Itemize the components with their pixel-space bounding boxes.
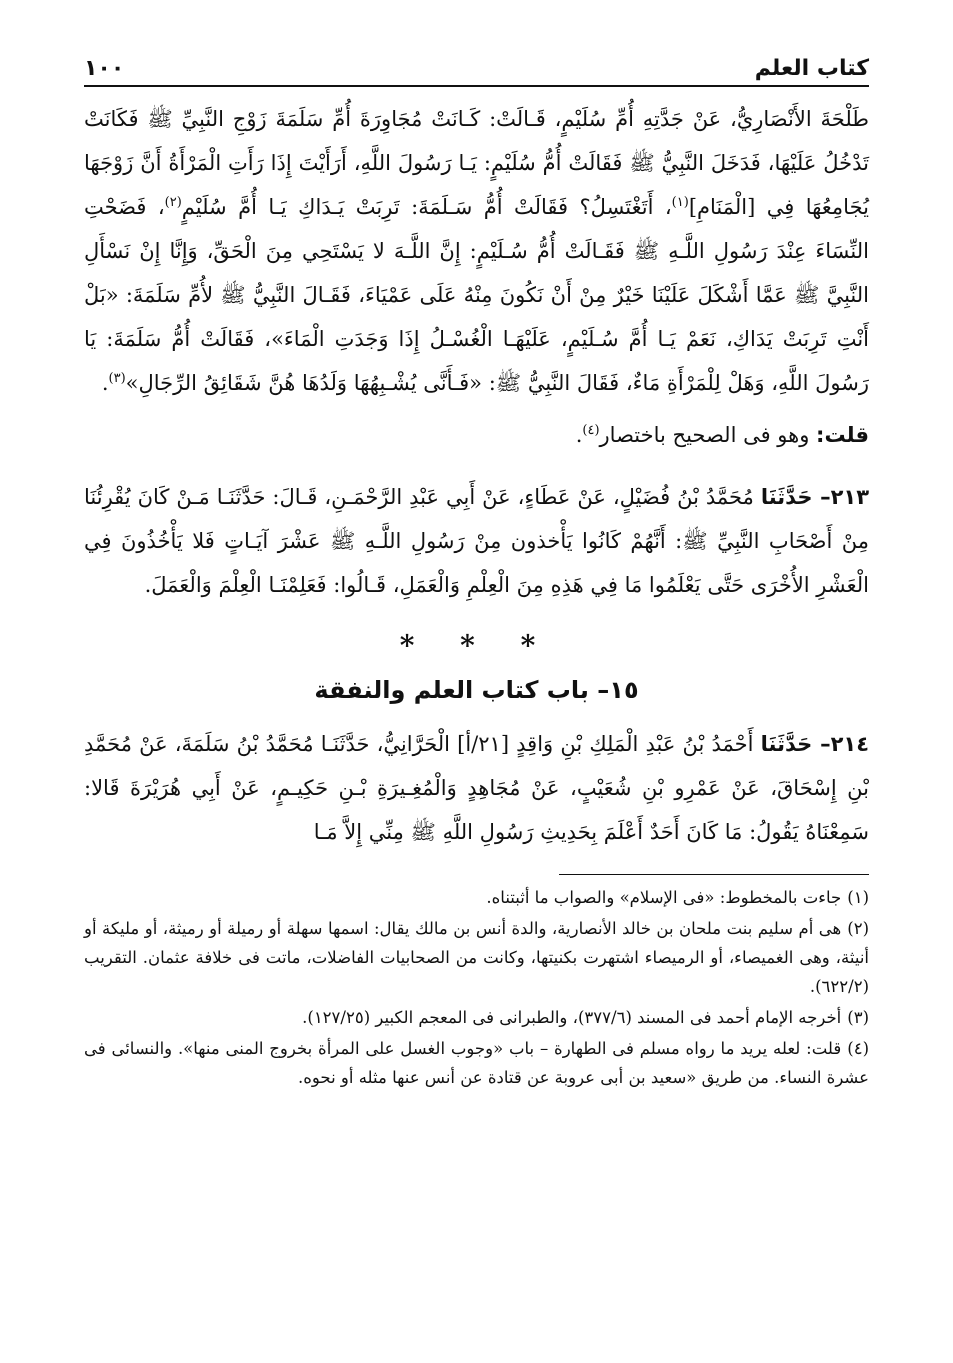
footnote-ref-1: (١) xyxy=(671,195,689,210)
text-run: ، فَضَحْتِ النِّسَاءَ عِنْدَ رَسُولِ اللَّـهِ ﷺ فَقَـالَتْ أُمُّ سُـلَيْمٍ: إِنَّ اللَّـهَ لا يَسْتَحِي مِنَ الْحَقِّ، وَإِنَّا إِنْ نَسْأَلِ النَّبِيَّ ﷺ عَمَّا أَشْكَلَ عَلَيْنَا خَيْرٌ مِنْ أَنْ نَكُونَ مِنْهُ عَلَى عَمْيَاءَ، فَقَـالَ النَّبِيُّ ﷺ لأُمِّ سَلَمَةَ: «بَلْ أَنْتِ تَرِبَتْ يَدَاكِ، نَعَمْ يَـا أُمَّ سُـلَيْمٍ، عَلَيْهَـا الْغُسْـلُ إِذَا وَجَدَتِ الْمَاءَ»، فَقَالَتْ أُمُّ سَلَمَةَ: يَا رَسُولَ اللَّهِ، وَهَلْ لِلْمَرْأَةِ مَاءٌ، فَقَالَ النَّبِيُّ ﷺ: «فَـأَنَّى يُشْـبِهُهَا وَلَدُهَا هُنَّ شَقَائِقُ الرِّجَالِ» xyxy=(84,195,869,395)
book-title: كتاب العلم xyxy=(754,56,869,81)
footnote-ref-4: (٤) xyxy=(582,423,600,438)
footnote-2 xyxy=(84,914,869,1001)
spacer xyxy=(84,457,869,475)
page-header xyxy=(84,56,869,85)
footnote-ref-3: (٣) xyxy=(108,371,126,386)
footnote-1 xyxy=(84,883,869,912)
footnote-3 xyxy=(84,1003,869,1032)
author-note xyxy=(84,413,869,457)
hadith-213 xyxy=(84,475,869,607)
footnote-4 xyxy=(84,1034,869,1092)
hadith-214 xyxy=(84,722,869,854)
footnote-number: (٤) xyxy=(847,1039,869,1058)
footnote-text: جاءت بالمخطوط: «فى الإسلام» والصواب ما أثبتناه. xyxy=(486,888,842,907)
footnote-rule xyxy=(559,874,869,875)
footnote-ref-2: (٢) xyxy=(164,195,182,210)
chapter-title: ١٥– باب كتاب العلم والنفقة xyxy=(314,676,639,704)
text-run: طَلْحَةَ الأَنْصَارِيُّ، عَنْ جَدَّتِهِ أُمِّ سُلَيْمٍ، قَـالَتْ: كَـانَتْ مُجَاوِرَةَ أُمِّ سَلَمَةَ زَوْجِ النَّبِيِّ ﷺ فَكَانَتْ تَدْخُلُ عَلَيْهَا، فَدَخَلَ النَّبِيُّ ﷺ فَقَالَتْ أُمُّ سُلَيْمٍ: يَـا رَسُولَ اللَّهِ، أَرَأَيْتَ إِذَا رَأَتِ الْمَرْأَةُ أَنَّ زَوْجَهَا يُجَامِعُهَا فِي [الْمَنَامِ] xyxy=(84,107,869,219)
note-label: قلت: xyxy=(816,423,869,447)
text-run: . xyxy=(101,371,109,395)
footnotes xyxy=(84,883,869,1092)
section-separator: * * * xyxy=(399,629,554,662)
page-number: ١٠٠ xyxy=(84,56,125,81)
footnote-number: (١) xyxy=(847,888,869,907)
text-run: ، أَتَغْتَسِلُ؟ فَقَالَتْ أُمُّ سَـلَمَةَ: تَرِبَتْ يَـدَاكِ يَـا أُمَّ سُلَيْمٍ xyxy=(181,195,672,219)
header-rule xyxy=(84,85,869,87)
hadith-number: ٢١٣– xyxy=(820,485,870,509)
text-run: . xyxy=(575,423,583,447)
hadith-text: أَحْمَدُ بْنُ عَبْدِ الْمَلِكِ بْنِ وَاقِدٍ [٢١/أ] الْحَرَّانِيُّ، حَدَّثَنَـا مُحَمَّدُ بْنُ سَلَمَةَ، عَنْ مُحَمَّدِ بْنِ إِسْحَاقَ، عَنْ عَمْرِو بْنِ شُعَيْبٍ، عَنْ مُجَاهِدٍ وَالْمُغِـيرَةِ بْـنِ حَكِيـمٍ، عَنْ أَبِي هُرَيْرَةَ قَالا: سَمِعْنَاهُ يَقُولُ: مَا كَانَ أَحَدٌ أَعْلَمَ بِحَدِيثِ رَسُولِ اللَّهِ ﷺ مِنِّي إِلاَّ مَـا xyxy=(84,732,869,844)
hadith-lead: حَدَّثَنَا xyxy=(760,485,821,509)
footnote-number: (٢) xyxy=(847,919,869,938)
hadith-number: ٢١٤– xyxy=(820,732,870,756)
note-text: وهو فى الصحيح باختصار xyxy=(599,423,817,447)
hadith-lead: حَدَّثَنَا xyxy=(760,732,821,756)
hadith-212-continuation xyxy=(84,97,869,405)
hadith-text: مُحَمَّدُ بْنُ فُضَيْلٍ، عَنْ عَطَاءٍ، عَنْ أَبِي عَبْدِ الرَّحْمَـنِ، قَـالَ: حَدَّثَنَـا مَـنْ كَانَ يُقْرِئُنَا مِنْ أَصْحَابِ النَّبِيِّ ﷺ: أَنَّهُمْ كَانُوا يَأْخذون مِنْ رَسُولِ اللَّـهِ ﷺ عَشْرَ آيَـاتٍ فَلا يَأْخُذُونَ فِي الْعَشْرِ الأُخْرَى حَتَّى يَعْلَمُوا مَا فِي هَذِهِ مِنَ الْعِلْمِ وَالْعَمَلِ، قَـالُوا: فَعَلِمْنَـا الْعِلْمَ وَالْعَمَلَ. xyxy=(84,485,869,597)
footnote-text: قلت: لعله يريد ما رواه مسلم فى الطهارة – باب «وجوب الغسل على المرأة بخروج المنى منها». والنسائى فى عشرة النساء. من طريق «سعيد بن أبى عروبة عن قتادة عن أنس عنها مثله أو نحوه. xyxy=(84,1039,869,1087)
footnote-text: هى أم سليم بنت ملحان بن خالد الأنصارية، والدة أنس بن مالك يقال: اسمها سهلة أو رميلة أو رميثة، أو مليكة أو أنيثة، وهى الغميصاء، أو الرميصاء اشتهرت بكنيتها، وكانت من الصحابيات الفاضلات، ماتت فى خلافة عثمان. التقريب (٦٢٢/٢). xyxy=(84,919,869,996)
footnote-text: أخرجه الإمام أحمد فى المسند (٣٧٧/٦)، والطبرانى فى المعجم الكبير (١٢٧/٢٥). xyxy=(302,1008,842,1027)
footnote-number: (٣) xyxy=(847,1008,869,1027)
